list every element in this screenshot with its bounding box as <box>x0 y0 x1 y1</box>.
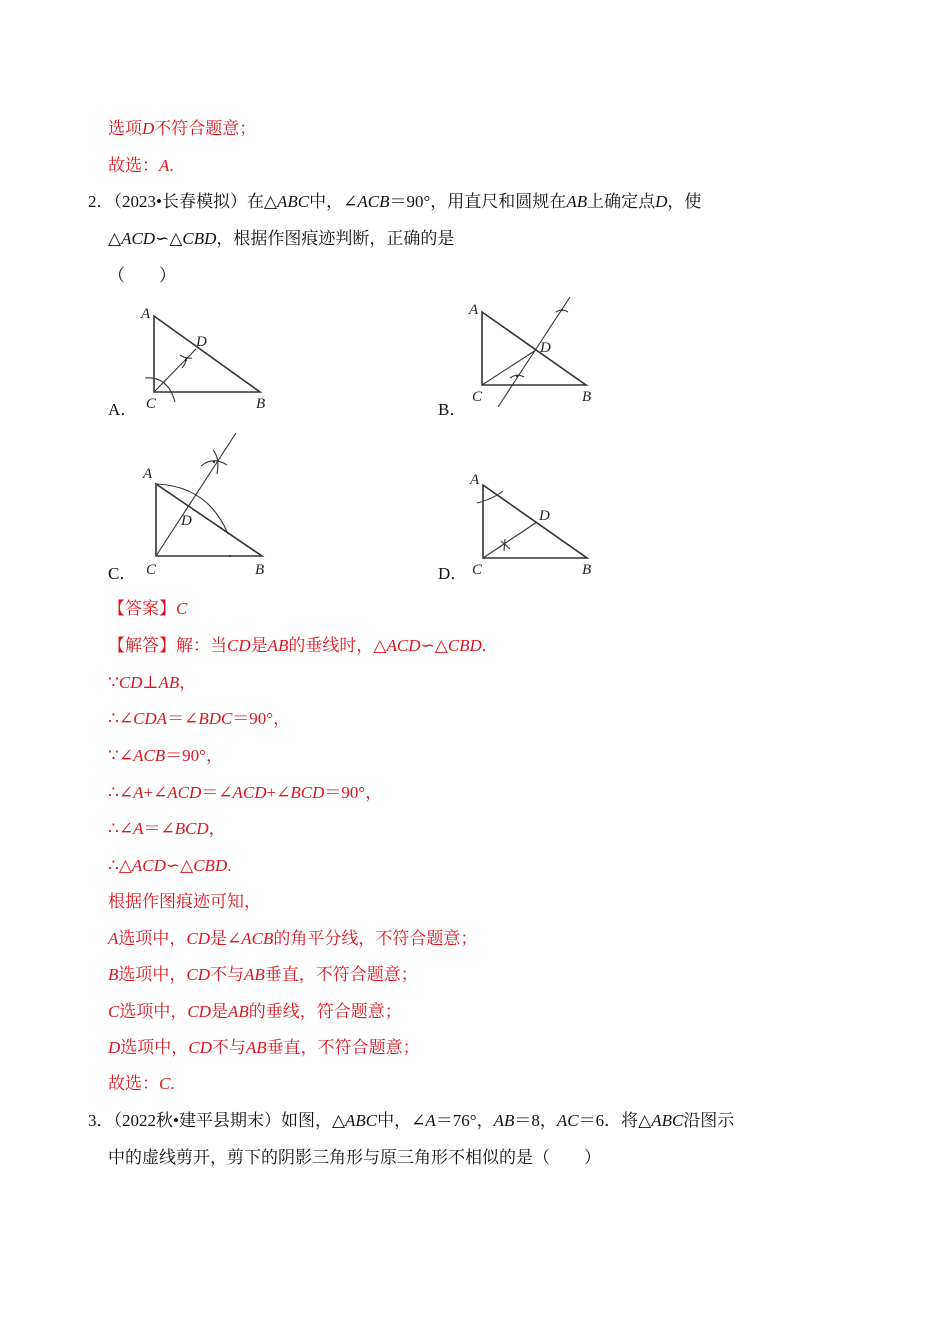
intersection-point <box>561 309 563 311</box>
math-var: ACB <box>241 929 274 948</box>
solution-step-5 <box>108 818 226 840</box>
text: 选项中， <box>118 929 187 948</box>
math-var: A <box>133 783 144 802</box>
text: ∴△ <box>108 856 132 875</box>
triangle-abc <box>482 312 586 385</box>
label-d: D <box>196 334 207 350</box>
math-var: CD <box>118 673 143 692</box>
solution-option-note-a <box>108 928 477 950</box>
option-c-label: C． <box>108 564 137 583</box>
prev-solution-line-2 <box>108 155 174 177</box>
label-b: B <box>255 562 265 578</box>
math-var: ACD <box>121 229 156 248</box>
solution-option-note-b <box>108 964 418 986</box>
text: 上确定点 <box>587 192 656 211</box>
text: 故选： <box>108 1074 159 1093</box>
text: . <box>481 636 487 655</box>
segment-cd <box>483 522 537 558</box>
question-source: （2023•长春模拟） <box>113 192 247 211</box>
label-d: D <box>539 508 550 524</box>
text: ， <box>208 819 226 838</box>
text: ＝90°， <box>324 783 383 802</box>
math-var: A <box>425 1111 436 1130</box>
option-a-figure <box>130 300 280 415</box>
math-var: CD <box>187 1002 211 1021</box>
question-2-stem-line-2 <box>108 228 454 250</box>
math-var: ACB <box>133 746 166 765</box>
text: ∽△ <box>165 856 194 875</box>
math-var: CBD <box>447 636 482 655</box>
text: ＝90°，用直尺和圆规在 <box>389 192 567 211</box>
text: 是 <box>210 1002 228 1021</box>
label-a: A <box>143 466 153 482</box>
triangle-abc <box>156 484 262 556</box>
math-var: AB <box>245 1038 267 1057</box>
label-c: C <box>472 389 483 405</box>
question-2-stem-line-1 <box>88 191 701 213</box>
solution-step-1 <box>108 672 196 694</box>
triangle-abc <box>154 316 260 392</box>
text: ∵ <box>108 673 119 692</box>
text: ＝76°， <box>435 1111 494 1130</box>
solution-tag: 【解答】 <box>108 636 176 655</box>
math-var: CD <box>227 636 251 655</box>
text: 沿图示 <box>683 1111 735 1130</box>
text: ⊥ <box>142 673 159 692</box>
text: ∵∠ <box>108 746 134 765</box>
math-var: ACD <box>232 783 267 802</box>
text: 中，∠ <box>309 192 358 211</box>
text: 垂直，不符合题意； <box>266 1038 420 1057</box>
text: ＝∠ <box>143 819 175 838</box>
solution-step-2 <box>108 708 290 730</box>
math-var: AB <box>244 965 265 984</box>
arc-mark <box>229 555 231 557</box>
text: 如图，△ <box>280 1111 346 1130</box>
math-var: AB <box>227 1002 249 1021</box>
solution-step-6 <box>108 855 231 877</box>
answer-line <box>108 598 187 620</box>
text: 是 <box>250 636 268 655</box>
text: ＝90°， <box>232 709 291 728</box>
label-c: C <box>146 396 157 412</box>
math-var: AB <box>158 673 180 692</box>
answer-value: C <box>176 599 188 618</box>
label-b: B <box>582 389 592 405</box>
math-var: ACD <box>131 856 166 875</box>
text: 的角平分线，不符合题意； <box>273 929 478 948</box>
text: 是∠ <box>210 929 242 948</box>
label-c: C <box>472 562 483 578</box>
math-var: BDC <box>198 709 233 728</box>
math-var: ACD <box>386 636 421 655</box>
text: 中，∠ <box>377 1111 426 1130</box>
text: 不与 <box>211 1038 246 1057</box>
math-var: C <box>159 1074 171 1093</box>
math-var: AB <box>267 636 289 655</box>
math-var: ABC <box>345 1111 378 1130</box>
math-var: ABC <box>651 1111 684 1130</box>
prev-solution-line-1 <box>108 118 256 140</box>
text: . <box>227 856 232 875</box>
text: ∽△ <box>420 636 448 655</box>
math-var: CD <box>186 965 211 984</box>
math-var: AB <box>566 192 588 211</box>
solution-option-note-d <box>108 1037 420 1059</box>
math-var: C <box>108 1002 120 1021</box>
text: +∠ <box>266 783 291 802</box>
question-number: 3． <box>88 1111 114 1130</box>
math-var: CDA <box>133 709 168 728</box>
label-b: B <box>256 396 266 412</box>
solution-trace-intro: 根据作图痕迹可知， <box>108 892 261 911</box>
text: 的垂线时，△ <box>288 636 387 655</box>
text: ， <box>179 673 197 692</box>
text: 故选： <box>108 156 159 175</box>
math-var: ACB <box>357 192 390 211</box>
text: 垂直，不符合题意； <box>264 965 418 984</box>
intersection-arcs <box>180 355 192 368</box>
option-a-label: A． <box>108 400 138 419</box>
math-var: CD <box>188 1038 212 1057</box>
perpendicular-bisector-line <box>498 297 570 407</box>
text: 选项 <box>108 119 142 138</box>
math-var: AB <box>493 1111 515 1130</box>
math-var: BCD <box>174 819 209 838</box>
text: 不符合题意； <box>154 119 257 138</box>
text: ∴∠ <box>108 819 134 838</box>
math-var: ACD <box>167 783 202 802</box>
math-var: A <box>108 929 119 948</box>
text: ＝∠ <box>201 783 233 802</box>
segment-cd <box>154 349 196 392</box>
question-3-stem-line-1 <box>88 1110 734 1132</box>
option-c-figure <box>130 430 280 580</box>
text: ＝90°， <box>165 746 223 765</box>
math-var: A <box>159 156 170 175</box>
math-var: B <box>108 965 119 984</box>
segment-cd <box>482 350 536 385</box>
label-a: A <box>469 302 479 318</box>
text: ∽△ <box>155 229 183 248</box>
question-number: 2． <box>88 192 114 211</box>
label-d: D <box>181 513 192 529</box>
text: 解：当 <box>176 636 227 655</box>
label-c: C <box>146 562 157 578</box>
math-var: A <box>133 819 144 838</box>
math-var: CD <box>186 929 211 948</box>
option-b-label: B． <box>438 400 467 419</box>
text: 选项中， <box>119 1002 188 1021</box>
text: ∴∠ <box>108 783 134 802</box>
text: 选项中， <box>120 1038 189 1057</box>
text: ，根据作图痕迹判断，正确的是 <box>216 229 455 248</box>
text: ＝8， <box>514 1111 557 1130</box>
text: ＝6．将△ <box>578 1111 652 1130</box>
label-b: B <box>582 562 592 578</box>
math-var: BCD <box>290 783 325 802</box>
text: +∠ <box>143 783 168 802</box>
text: ＝∠ <box>167 709 199 728</box>
solution-conclusion <box>108 1073 175 1095</box>
text: . <box>170 1074 175 1093</box>
solution-step-4 <box>108 782 382 804</box>
math-var: D <box>142 119 155 138</box>
answer-blank: （ ） <box>108 266 176 285</box>
math-var: AC <box>556 1111 579 1130</box>
intersection-point <box>516 375 518 377</box>
math-var: ABC <box>277 192 310 211</box>
math-var: D <box>655 192 668 211</box>
text: 不与 <box>210 965 245 984</box>
solution-intro <box>108 635 486 657</box>
solution-option-note-c <box>108 1001 402 1023</box>
text: 选项中， <box>118 965 187 984</box>
math-var: D <box>108 1038 121 1057</box>
text: ，使 <box>667 192 702 211</box>
text: 在△ <box>246 192 278 211</box>
label-a: A <box>141 306 151 322</box>
text: 的垂线，符合题意； <box>248 1002 402 1021</box>
answer-tag: 【答案】 <box>108 599 176 618</box>
label-a: A <box>470 472 480 488</box>
math-var: CBD <box>193 856 228 875</box>
solution-step-3 <box>108 745 223 767</box>
intersection-point <box>185 359 187 361</box>
option-b-figure <box>460 295 610 410</box>
text: ∴∠ <box>108 709 134 728</box>
intersection-point <box>213 461 215 463</box>
text: . <box>169 156 174 175</box>
option-d-figure <box>460 465 610 580</box>
label-d: D <box>540 340 551 356</box>
text: △ <box>108 229 122 248</box>
question-3-stem-line-2: 中的虚线剪开，剪下的阴影三角形与原三角形不相似的是（ ） <box>108 1148 601 1167</box>
math-var: CBD <box>182 229 217 248</box>
question-source: （2022秋•建平县期末） <box>113 1111 281 1130</box>
option-d-label: D． <box>438 564 468 583</box>
